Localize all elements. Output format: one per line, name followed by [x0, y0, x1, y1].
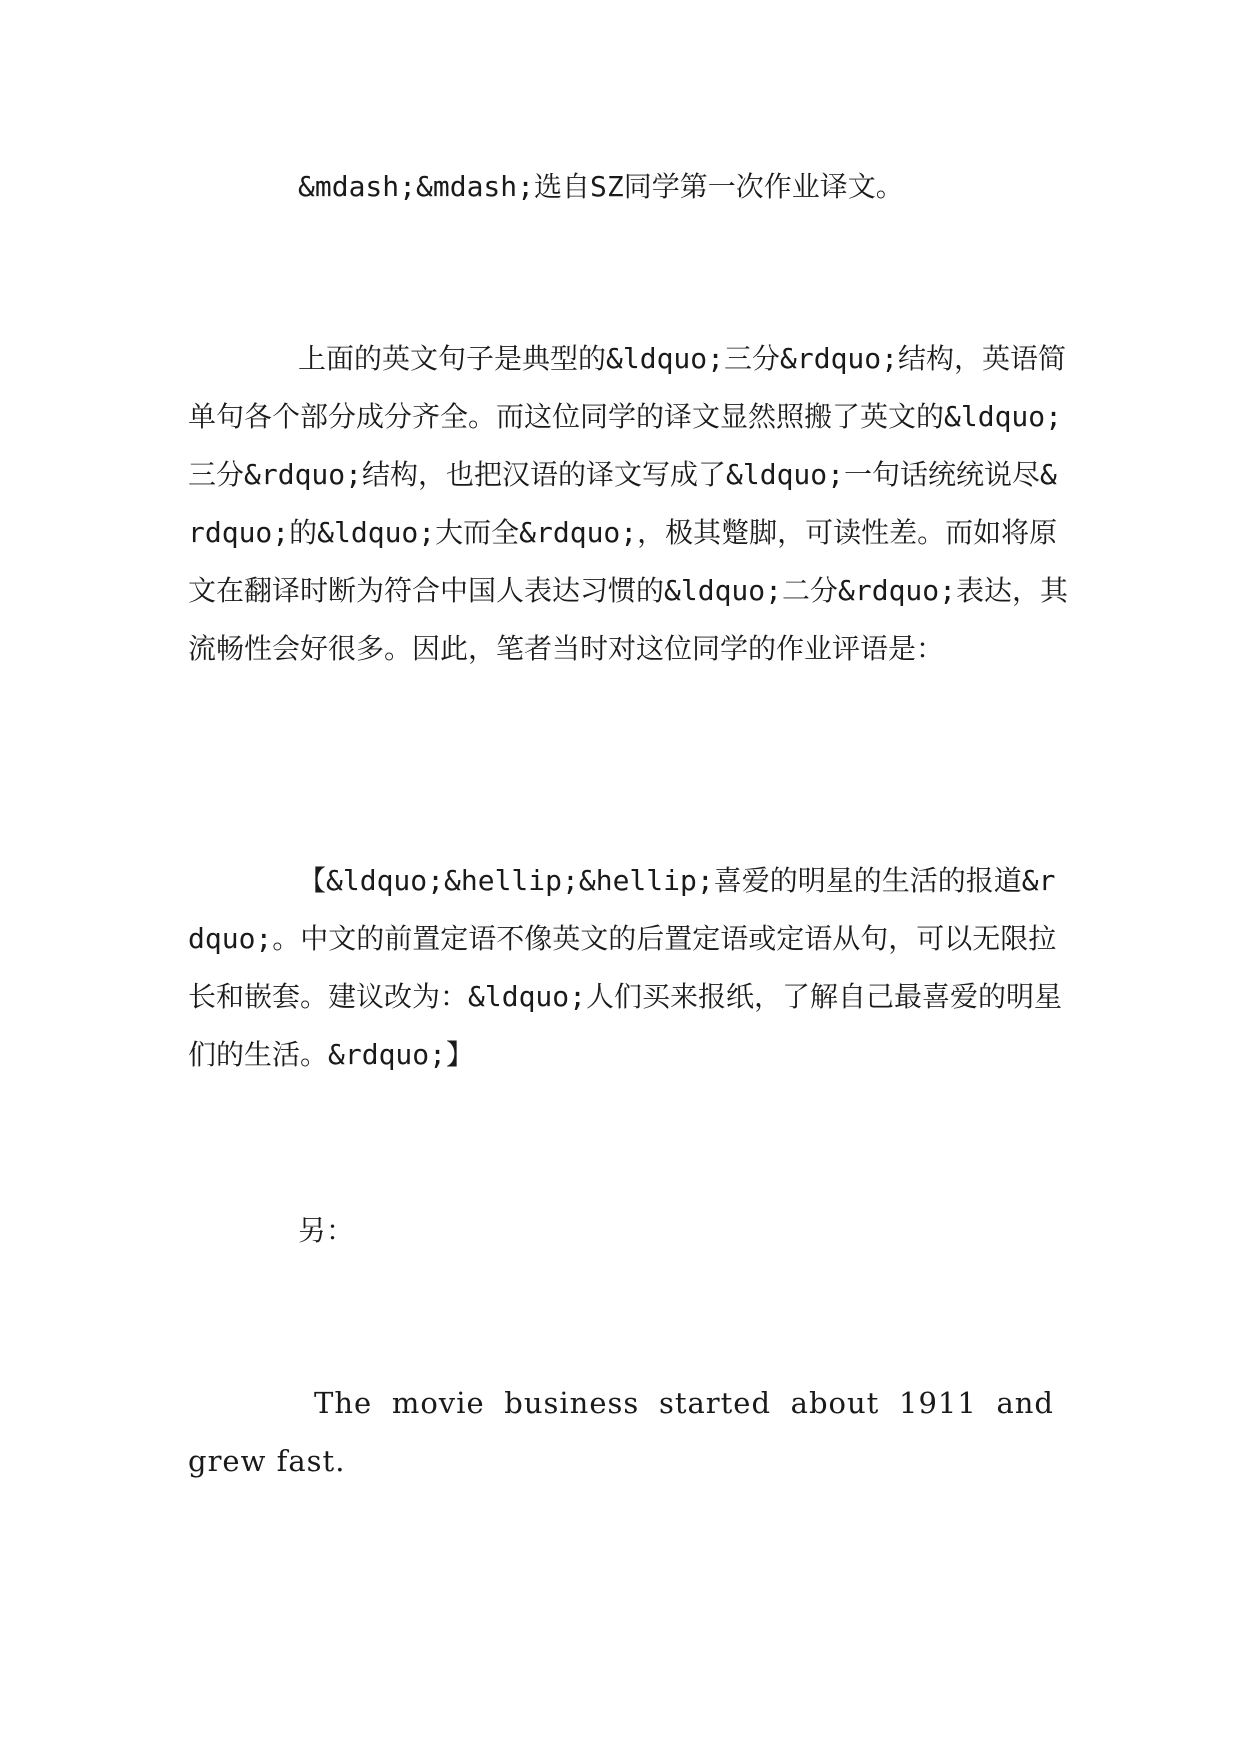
- teacher-comment-paragraph: 【&ldquo;&hellip;&hellip;喜爱的明星的生活的报道&rdquo;。中文的前置定语不像英文的后置定语或定语从句，可以无限拉长和嵌套。建议改为：&ldquo;人们买来报纸，了解自己最喜爱的明星们的生活。&rdquo;】: [188, 864, 1063, 1071]
- analysis-paragraph: 上面的英文句子是典型的&ldquo;三分&rdquo;结构，英语简单句各个部分成分齐全。而这位同学的译文显然照搬了英文的&ldquo;三分&rdquo;结构，也把汉语的译文写成了&ldquo;一句话统统说尽&rdquo;的&ldquo;大而全&rdquo;，极其蹩脚，可读性差。而如将原文在翻译时断为符合中国人表达习惯的&ldquo;二分&rdquo;表达，其流畅性会好很多。因此，笔者当时对这位同学的作业评语是：: [188, 342, 1069, 665]
- also-label: 另：: [298, 1214, 355, 1247]
- source-note: &mdash;&mdash;选自SZ同学第一次作业译文。: [298, 170, 904, 203]
- english-example-sentence: The movie business started about 1911 and grew fast.: [188, 1386, 1065, 1478]
